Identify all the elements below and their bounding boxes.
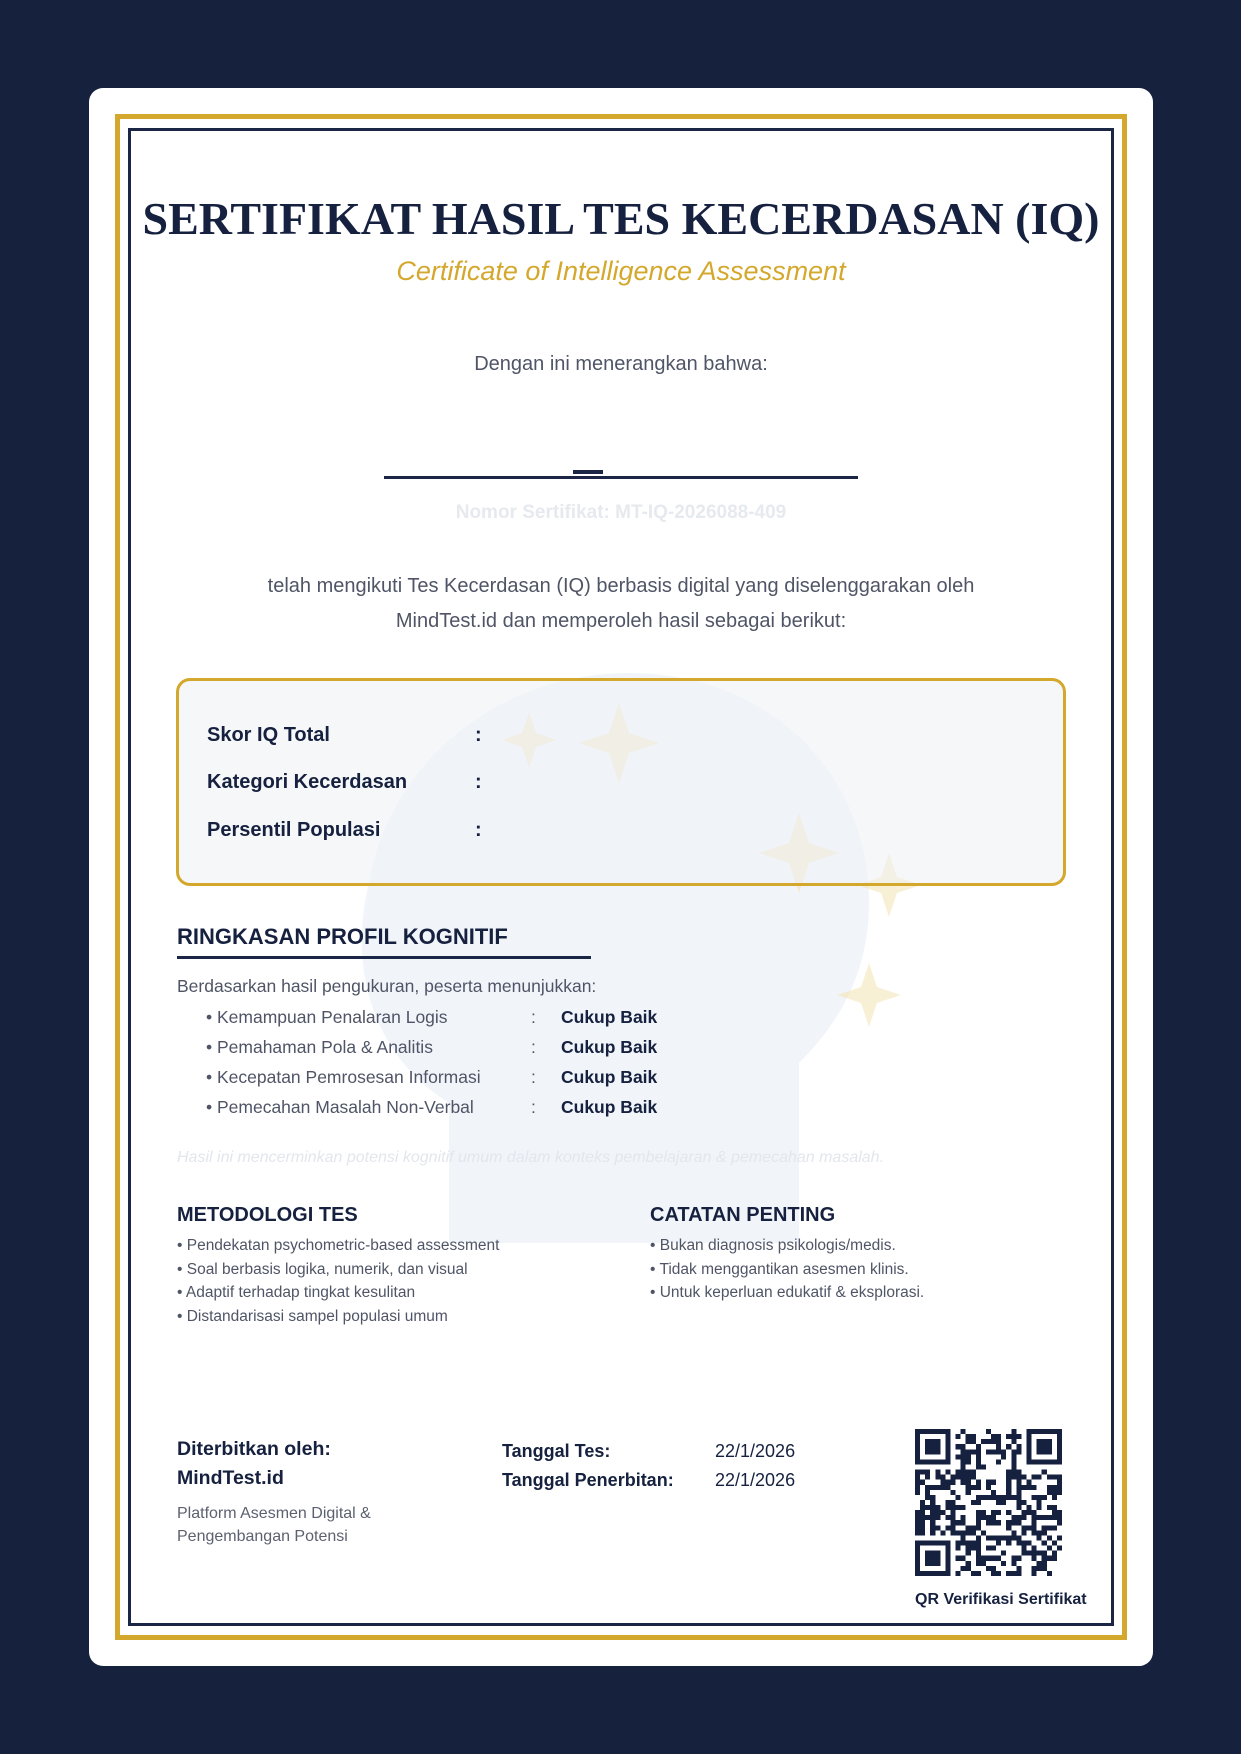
profile-item-value: Cukup Baik (561, 1037, 658, 1057)
score-label: Skor IQ Total (207, 724, 330, 746)
profile-item-sep: : (531, 1037, 536, 1057)
list-item: • Distandarisasi sampel populasi umum (177, 1307, 448, 1325)
profile-item-name: • Pemahaman Pola & Analitis (206, 1037, 433, 1057)
score-label: Kategori Kecerdasan (207, 771, 408, 793)
profile-intro: Berdasarkan hasil pengukuran, peserta menunjukkan: (177, 976, 597, 996)
profile-item-value: Cukup Baik (561, 1067, 658, 1087)
profile-section-title: RINGKASAN PROFIL KOGNITIF (177, 924, 508, 949)
issuer-desc-line: Platform Asesmen Digital & (177, 1505, 371, 1522)
issue-date-value: 22/1/2026 (715, 1470, 796, 1490)
profile-item-value: Cukup Baik (561, 1097, 658, 1117)
list-item: • Untuk keperluan edukatif & eksplorasi. (650, 1284, 925, 1301)
list-item: • Bukan diagnosis psikologis/medis. (650, 1237, 896, 1254)
profile-item-name: • Kecepatan Pemrosesan Informasi (206, 1067, 481, 1087)
test-date-label: Tanggal Tes: (502, 1441, 611, 1461)
methodology-title: METODOLOGI TES (177, 1204, 358, 1226)
name-underline (384, 476, 858, 479)
score-sep: : (475, 819, 482, 841)
score-row-iq-total (207, 724, 482, 747)
issue-date-row (502, 1470, 822, 1494)
profile-title-underline (177, 956, 591, 959)
profile-item-sep: : (531, 1007, 536, 1027)
certificate-body (209, 569, 1033, 639)
score-box (176, 678, 1066, 886)
profile-note: Hasil ini mencerminkan potensi kognitif umum dalam konteks pembelajaran & pemecahan masalah. (177, 1149, 885, 1166)
score-row-percentile (207, 819, 482, 842)
profile-item-value: Cukup Baik (561, 1007, 658, 1027)
certificate-card (89, 88, 1153, 1666)
issuer-label: Diterbitkan oleh: (177, 1438, 331, 1460)
recipient-name (573, 470, 603, 474)
qr-caption: QR Verifikasi Sertifikat (915, 1591, 1087, 1608)
profile-item-name: • Kemampuan Penalaran Logis (206, 1007, 448, 1027)
issuer-desc-line: Pengembangan Potensi (177, 1528, 348, 1545)
body-line: telah mengikuti Tes Kecerdasan (IQ) berbasis digital yang diselenggarakan oleh (267, 575, 975, 597)
issue-date-label: Tanggal Penerbitan: (502, 1470, 674, 1490)
score-sep: : (475, 724, 482, 746)
test-date-value: 22/1/2026 (715, 1441, 796, 1461)
issuer-name: MindTest.id (177, 1467, 284, 1489)
score-row-category (207, 771, 482, 794)
profile-item-sep: : (531, 1097, 536, 1117)
profile-item-sep: : (531, 1067, 536, 1087)
important-notes-list (650, 1234, 924, 1305)
certificate-title: SERTIFIKAT HASIL TES KECERDASAN (IQ) (142, 193, 1100, 244)
list-item: • Soal berbasis logika, numerik, dan visual (177, 1260, 468, 1278)
qr-code-icon[interactable] (915, 1429, 1062, 1576)
certificate-subtitle: Certificate of Intelligence Assessment (396, 256, 846, 286)
score-sep: : (475, 771, 482, 793)
issuer-description (177, 1502, 371, 1548)
list-item: • Tidak menggantikan asesmen klinis. (650, 1260, 909, 1278)
list-item: • Pendekatan psychometric-based assessment (177, 1237, 500, 1254)
profile-item-name: • Pemecahan Masalah Non-Verbal (206, 1097, 474, 1117)
certificate-number: Nomor Sertifikat: MT-IQ-2026088-409 (455, 502, 787, 523)
intro-text: Dengan ini menerangkan bahwa: (474, 353, 768, 375)
body-line: MindTest.id dan memperoleh hasil sebagai berikut: (395, 610, 847, 632)
score-label: Persentil Populasi (207, 819, 381, 841)
test-date-row (502, 1441, 822, 1465)
list-item: • Adaptif terhadap tingkat kesulitan (177, 1284, 416, 1301)
important-notes-title: CATATAN PENTING (650, 1204, 836, 1226)
methodology-list (177, 1234, 499, 1328)
